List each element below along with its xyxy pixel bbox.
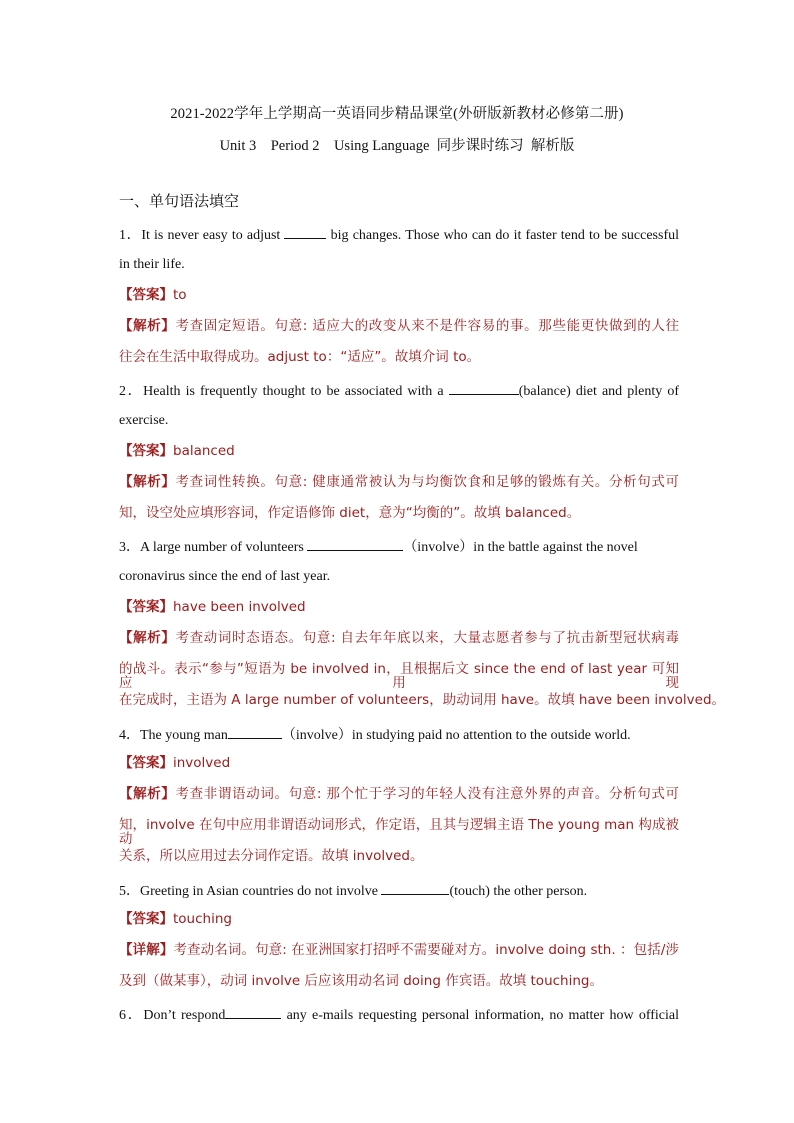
- explanation-2-line-1: 【解析】考查词性转换。句意: 健康通常被认为与均衡饮食和足够的锻炼有关。分析句式可: [119, 474, 679, 490]
- document-title: 2021-2022学年上学期高一英语同步精品课堂(外研版新教材必修第二册): [170, 106, 624, 122]
- answer-blank[interactable]: [449, 382, 519, 395]
- question-6-line-1: 6．Don’t respond any e-mails requesting personal information, no matter how official: [119, 1008, 679, 1023]
- explanation-1-line-2: 往会在生活中取得成功。adjust to：“适应”。故填介词 to。: [119, 349, 481, 365]
- section-title: 一、单句语法填空: [119, 192, 240, 210]
- question-2-line-1: 2．Health is frequently thought to be associated with a (balance) diet and plenty of: [119, 384, 679, 399]
- explanation-3-line-2: 的战斗。表示“参与”短语为 be involved in，且根据后文 since the end of last year 可知应用现: [119, 661, 679, 691]
- answer-2: 【答案】balanced: [119, 443, 235, 459]
- answer-blank[interactable]: [307, 538, 403, 551]
- question-2-line-2: exercise.: [119, 413, 169, 428]
- question-3-line-1: 3．A large number of volunteers （involve）in the battle against the novel: [119, 540, 638, 555]
- explanation-3-line-1: 【解析】考查动词时态语态。句意: 自去年年底以来，大量志愿者参与了抗击新型冠状病毒: [119, 630, 679, 646]
- explanation-5-line-2: 及到（做某事），动词 involve 后应该用动名词 doing 作宾语。故填 touching。: [119, 973, 603, 989]
- answer-blank[interactable]: [228, 726, 282, 739]
- answer-blank[interactable]: [381, 882, 449, 895]
- answer-3: 【答案】have been involved: [119, 599, 306, 615]
- explanation-4-line-1: 【解析】考查非谓语动词。句意: 那个忙于学习的年轻人没有注意外界的声音。分析句式可: [119, 786, 679, 802]
- answer-blank[interactable]: [225, 1006, 281, 1019]
- document-subtitle: Unit 3 Period 2 Using Language 同步课时练习 解析版: [219, 138, 575, 154]
- explanation-5-line-1: 【详解】考查动名词。句意: 在亚洲国家打招呼不需要碰对方。involve doing sth. ：包括/涉: [119, 942, 680, 958]
- answer-4: 【答案】involved: [119, 755, 231, 771]
- question-3-line-2: coronavirus since the end of last year.: [119, 569, 331, 584]
- answer-blank[interactable]: [284, 226, 326, 239]
- explanation-4-line-3: 关系，所以应用过去分词作定语。故填 involved。: [119, 848, 424, 864]
- explanation-2-line-2: 知，设空处应填形容词，作定语修饰 diet，意为“均衡的”。故填 balanced。: [119, 505, 581, 521]
- question-1-line-1: 1．It is never easy to adjust big changes. Those who can do it faster tend to be successful: [119, 228, 680, 243]
- explanation-3-line-3: 在完成时，主语为 A large number of volunteers，助动词用 have。故填 have been involved。: [119, 692, 726, 708]
- explanation-1-line-1: 【解析】考查固定短语。句意: 适应大的改变从来不是件容易的事。那些能更快做到的人往: [119, 318, 679, 334]
- question-5-line-1: 5．Greeting in Asian countries do not involve (touch) the other person.: [119, 884, 588, 899]
- answer-1: 【答案】to: [119, 287, 187, 303]
- question-4-line-1: 4．The young man （involve）in studying paid no attention to the outside world.: [119, 728, 631, 743]
- explanation-4-line-2: 知，involve 在句中应用非谓语动词形式，作定语，且其与逻辑主语 The young man 构成被动: [119, 817, 679, 847]
- answer-5: 【答案】touching: [119, 911, 232, 927]
- question-1-line-2: in their life.: [119, 257, 185, 272]
